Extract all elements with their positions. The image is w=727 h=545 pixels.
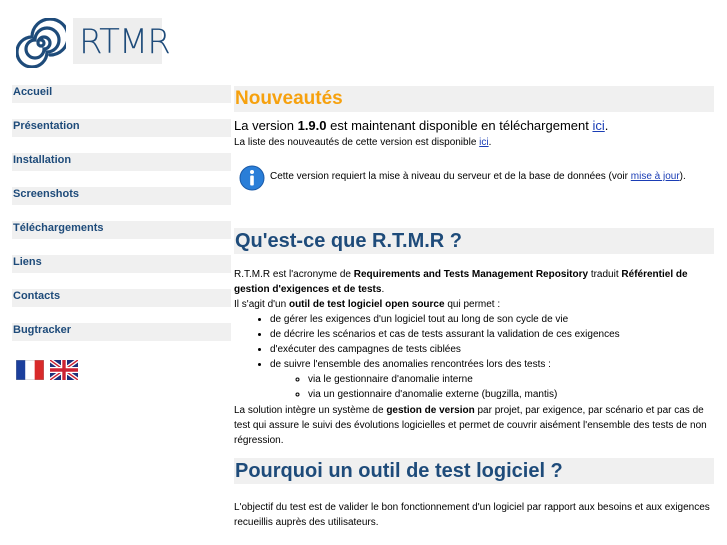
- what-heading: Qu'est-ce que R.T.M.R ?: [234, 228, 714, 254]
- french-flag-icon[interactable]: [16, 360, 44, 380]
- nav-item-bugtracker[interactable]: Bugtracker: [12, 323, 231, 341]
- list-item: ◦ via le gestionnaire d'anomalie interne: [308, 372, 714, 387]
- nav-item-installation[interactable]: Installation: [12, 153, 231, 171]
- why-heading: Pourquoi un outil de test logiciel ?: [234, 458, 714, 484]
- language-selector: [16, 360, 80, 380]
- logo-text: [73, 18, 170, 64]
- why-text: L'objectif du test est de valider le bon fonctionnement d'un logiciel par rapport aux besoins et aux exigences recueillis auprès des utilisateurs.: [234, 502, 710, 528]
- list-item: • d'exécuter des campagnes de tests ciblées: [270, 342, 714, 357]
- nav-item-contacts[interactable]: Contacts: [12, 289, 231, 307]
- info-text: Cette version requiert la mise à niveau du serveur et de la base de données (voir mise à jour).: [270, 171, 686, 182]
- logo-text-label: RTMR: [79, 22, 170, 62]
- list-item: ◦ via un gestionnaire d'anomalie externe (bugzilla, mantis): [308, 387, 714, 402]
- logo-spiral-icon: [16, 18, 66, 73]
- info-icon: [239, 165, 265, 191]
- news-version-line: La version 1.9.0 est maintenant disponible en téléchargement ici.: [234, 118, 609, 133]
- nav-item-presentation[interactable]: Présentation: [12, 119, 231, 137]
- nav-item-screenshots[interactable]: Screenshots: [12, 187, 231, 205]
- list-item: • de gérer les exigences d'un logiciel tout au long de son cycle de vie: [270, 312, 714, 327]
- nav-item-accueil[interactable]: Accueil: [12, 85, 231, 103]
- nav-item-telechargements[interactable]: Téléchargements: [12, 221, 231, 239]
- sub-features-list: [270, 372, 714, 402]
- main-content: [234, 86, 714, 530]
- changelog-link[interactable]: ici: [479, 137, 489, 148]
- what-versioning: La solution intègre un système de gestion de version par projet, par exigence, par scénario et par cas de test qui assure le suivi des évolutions logicielles et permet de couvrir aisément l'ensemble des tests de non régression.: [234, 405, 707, 446]
- nav-item-liens[interactable]: Liens: [12, 255, 231, 273]
- update-link[interactable]: mise à jour: [630, 171, 680, 182]
- uk-flag-icon[interactable]: [50, 360, 78, 380]
- list-item: • de décrire les scénarios et cas de tests assurant la validation de ces exigences: [270, 327, 714, 342]
- features-list: [234, 312, 714, 402]
- news-changelog-line: La liste des nouveautés de cette version est disponible ici.: [234, 137, 492, 148]
- download-link[interactable]: ici: [592, 118, 605, 133]
- news-heading: Nouveautés: [234, 86, 714, 112]
- what-intro: R.T.M.R est l'acronyme de Requirements and Tests Management Repository traduit Référentiel de gestion d'exigences et de tests.: [234, 269, 688, 295]
- info-notice: [234, 165, 714, 193]
- sidebar-nav: [12, 85, 231, 357]
- what-purpose: Il s'agit d'un outil de test logiciel open source qui permet :: [234, 299, 501, 310]
- list-item: • de suivre l'ensemble des anomalies rencontrées lors des tests : ◦ via le gestionnaire d'anomalie interne ◦ via un gestionnaire d'anomalie externe (bugzilla, mantis): [270, 357, 714, 402]
